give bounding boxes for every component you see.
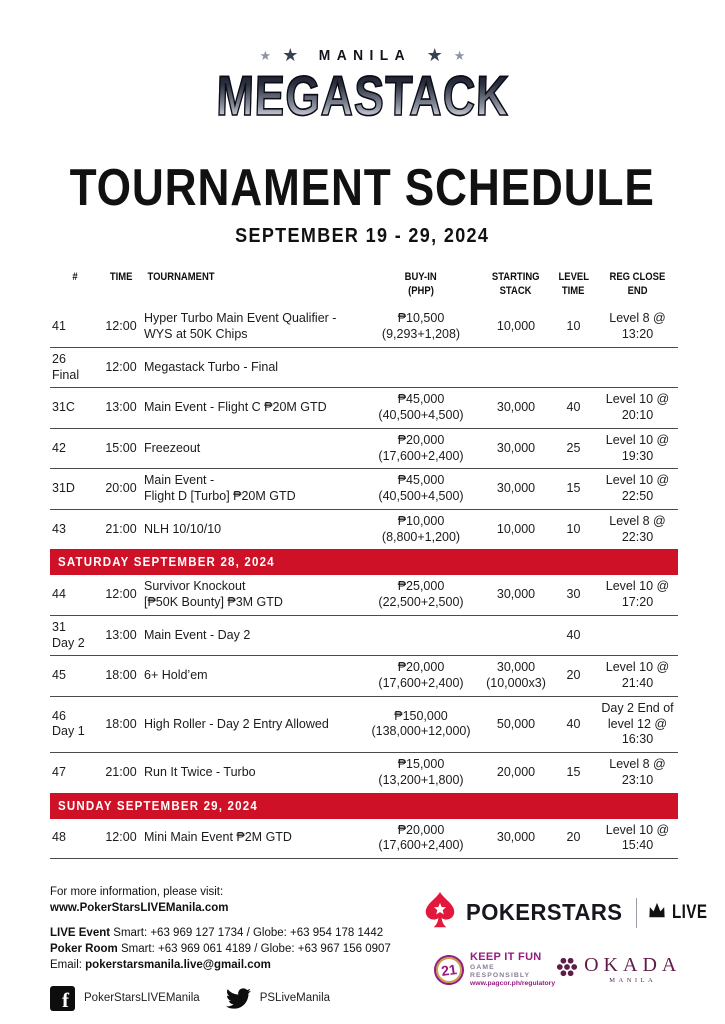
cell-buyin: ₱10,000 (8,800+1,200): [381, 513, 461, 544]
cell-stack: 30,000: [496, 481, 536, 496]
cell-num: 31D: [52, 481, 75, 496]
cell-level: 20: [566, 830, 581, 845]
tournament-row: [50, 428, 678, 469]
cell-reg: Level 10 @ 20:10: [605, 392, 670, 423]
cell-name: Main Event - Flight D [Turbo] ₱20M GTD: [144, 473, 296, 504]
cell-buyin: ₱20,000 (17,600+2,400): [378, 432, 464, 463]
star-icon: ★: [282, 45, 299, 65]
cell-stack: [482, 615, 550, 656]
facebook-handle: PokerStarsLIVEManila: [84, 992, 200, 1005]
cell-stack: 30,000: [496, 440, 536, 455]
megastack-logo: [0, 0, 725, 126]
cell-num: 45: [52, 668, 66, 683]
email-address: pokerstarsmanila.live@gmail.com: [85, 959, 271, 972]
okada-manila-sub: MANILA: [609, 977, 657, 985]
tournament-row: [50, 753, 678, 794]
header-time: TIME: [109, 270, 133, 283]
cell-reg: Level 8 @ 23:10: [609, 757, 666, 787]
cell-level: 40: [566, 400, 581, 415]
cell-reg: Day 2 End of level 12 @ 16:30: [601, 700, 674, 747]
cell-stack: [482, 347, 550, 388]
pokerstars-wordmark: POKERSTARS: [466, 899, 623, 926]
twitter-handle: PSLiveManila: [259, 992, 331, 1005]
okada-wordmark: OKADA: [584, 954, 682, 977]
cell-name: Survivor Knockout [₱50K Bounty] ₱3M GTD: [144, 579, 283, 610]
cell-buyin: ₱25,000 (22,500+2,500): [378, 579, 464, 610]
header-num: #: [72, 270, 78, 283]
live-crown-icon: [646, 901, 668, 925]
cell-level: [550, 347, 597, 388]
cell-num: 42: [52, 440, 66, 455]
live-event-line: [50, 925, 391, 941]
cell-stack: 30,000: [496, 400, 536, 415]
star-icon: ★: [259, 47, 272, 63]
keep-it-fun-logo: [434, 951, 555, 988]
cell-name: Main Event - Flight C ₱20M GTD: [144, 400, 327, 415]
email-line: [50, 957, 391, 973]
cell-reg: Level 10 @ 22:50: [605, 473, 670, 504]
cell-reg: Level 8 @ 13:20: [609, 311, 666, 342]
email-label: Email:: [50, 959, 82, 972]
cell-num: 47: [52, 764, 66, 779]
cell-level: 40: [566, 627, 581, 642]
table-header-row: [50, 271, 678, 308]
star-icon: ★: [426, 45, 443, 65]
cell-stack: 10,000: [496, 319, 536, 334]
cell-time: 12:00: [105, 830, 137, 845]
header-stack: STARTING STACK: [492, 270, 540, 297]
facebook-icon: [50, 986, 75, 1011]
logo-manila-text: MANILA: [319, 46, 412, 64]
poker-room-numbers: Smart: +63 969 061 4189 / Globe: +63 967 156 0907: [120, 943, 391, 956]
cell-buyin: [360, 347, 482, 388]
cell-time: 18:00: [105, 716, 137, 731]
cell-time: 20:00: [105, 481, 137, 496]
age-21-icon: [432, 953, 466, 987]
footer-info-text: For more information, please visit:: [50, 886, 224, 899]
tournament-row: [50, 696, 678, 752]
cell-level: 40: [566, 716, 581, 731]
pokerstars-live-logo: [422, 890, 708, 935]
pagcor-url-text: www.pagcor.ph/regulatory: [470, 980, 556, 988]
tournament-row: [50, 347, 678, 388]
cell-num: 31C: [52, 400, 75, 415]
footer-contact-block: [50, 884, 391, 1011]
cell-num: 41: [52, 319, 66, 334]
okada-manila-logo: [555, 955, 681, 984]
cell-time: 13:00: [105, 400, 137, 415]
live-event-label: LIVE Event: [50, 926, 111, 939]
cell-name: High Roller - Day 2 Entry Allowed: [144, 716, 329, 731]
cell-time: 12:00: [105, 359, 137, 374]
cell-level: 30: [566, 587, 581, 602]
header-buyin: BUY-IN (PHP): [404, 270, 438, 297]
cell-num: 48: [52, 830, 66, 845]
partner-logos-row: [422, 951, 682, 988]
cell-level: 20: [566, 668, 581, 683]
cell-buyin: ₱20,000 (17,600+2,400): [378, 660, 464, 691]
tournament-row: [50, 469, 678, 510]
cell-time: 15:00: [105, 440, 137, 455]
tournament-row: [50, 575, 678, 615]
cell-num: 43: [52, 521, 66, 536]
cell-stack: 10,000: [496, 521, 536, 536]
cell-num: 31 Day 2: [52, 619, 85, 650]
live-event-numbers: Smart: +63 969 127 1734 / Globe: +63 954 178 1442: [113, 926, 384, 939]
cell-level: 25: [566, 440, 581, 455]
date-range: SEPTEMBER 19 - 29, 2024: [235, 224, 490, 247]
header-level: LEVEL TIME: [558, 270, 589, 297]
cell-name: Hyper Turbo Main Event Qualifier - WYS at 50K Chips: [144, 311, 337, 342]
cell-level: 10: [566, 319, 581, 334]
cell-num: 46 Day 1: [52, 708, 85, 739]
day-section-header: SATURDAY SEPTEMBER 28, 2024: [50, 550, 678, 575]
cell-num: 44: [52, 587, 66, 602]
cell-reg: Level 10 @ 21:40: [605, 660, 670, 691]
tournament-row: [50, 656, 678, 697]
cell-num: 26 Final: [52, 351, 80, 382]
logo-top-line: [0, 46, 725, 64]
twitter-icon: [226, 988, 251, 1009]
live-wordmark: LIVE: [672, 901, 708, 923]
poker-room-line: [50, 941, 391, 957]
cell-stack: 30,000: [496, 587, 536, 602]
day-section-row: [50, 793, 678, 819]
cell-buyin: ₱150,000 (138,000+12,000): [371, 708, 471, 739]
header-name: TOURNAMENT: [147, 270, 215, 283]
cell-name: 6+ Hold’em: [144, 668, 208, 683]
cell-name: Main Event - Day 2: [144, 627, 251, 642]
cell-reg: Level 10 @ 17:20: [605, 579, 670, 610]
tournament-row: [50, 388, 678, 429]
cell-buyin: ₱45,000 (40,500+4,500): [378, 473, 464, 504]
cell-time: 21:00: [105, 521, 137, 536]
cell-name: Run It Twice - Turbo: [144, 764, 256, 779]
logo-megastack-text: MEGASTACK: [215, 64, 510, 127]
cell-name: Freezeout: [144, 440, 201, 455]
social-row: [50, 986, 391, 1011]
cell-name: NLH 10/10/10: [144, 521, 222, 536]
cell-reg: Level 8 @ 22:30: [609, 513, 666, 544]
cell-name: Megastack Turbo - Final: [144, 359, 279, 374]
facebook-glyph: f: [62, 988, 69, 1011]
cell-stack: 30,000 (10,000x3): [486, 660, 546, 691]
cell-time: 21:00: [105, 764, 137, 779]
cell-stack: 30,000: [496, 830, 536, 845]
cell-time: 18:00: [105, 668, 137, 683]
age-21-text: 21: [440, 960, 458, 979]
tournament-row: [50, 509, 678, 550]
footer: [50, 884, 708, 1011]
cell-time: 12:00: [105, 319, 137, 334]
pokerstars-spade-icon: [422, 890, 458, 935]
cell-buyin: ₱45,000 (40,500+4,500): [378, 392, 464, 423]
footer-brand-block: [422, 884, 708, 988]
day-section-row: [50, 550, 678, 576]
tournament-row: [50, 615, 678, 656]
cell-time: 13:00: [105, 627, 137, 642]
cell-level: 15: [566, 764, 581, 779]
cell-level: 10: [566, 521, 581, 536]
game-responsibly-text: GAME RESPONSIBLY: [470, 963, 531, 979]
poker-room-label: Poker Room: [50, 943, 118, 956]
tournament-row: [50, 819, 678, 859]
cell-name: Mini Main Event ₱2M GTD: [144, 830, 292, 845]
keep-it-fun-text: KEEP IT FUN: [470, 951, 542, 964]
page-title: TOURNAMENT SCHEDULE: [69, 158, 656, 217]
cell-reg: [597, 615, 678, 656]
cell-level: 15: [566, 481, 581, 496]
cell-buyin: ₱15,000 (13,200+1,800): [378, 757, 464, 787]
website-text: www.PokerStarsLIVEManila.com: [50, 902, 229, 915]
cell-reg: Level 10 @ 19:30: [605, 432, 670, 463]
cell-buyin: ₱10,500 (9,293+1,208): [381, 311, 461, 342]
okada-flower-icon: [555, 955, 579, 984]
cell-stack: 20,000: [496, 764, 536, 779]
cell-reg: [597, 347, 678, 388]
star-icon: ★: [453, 47, 466, 63]
schedule-table: [50, 271, 678, 859]
day-section-header: SUNDAY SEPTEMBER 29, 2024: [50, 794, 678, 819]
divider: [636, 898, 637, 928]
cell-stack: 50,000: [496, 716, 536, 731]
cell-time: 12:00: [105, 587, 137, 602]
cell-buyin: [360, 615, 482, 656]
cell-buyin: ₱20,000 (17,600+2,400): [378, 822, 464, 853]
tournament-row: [50, 307, 678, 347]
header-reg: REG CLOSE END: [609, 270, 666, 297]
cell-reg: Level 10 @ 15:40: [605, 822, 670, 853]
